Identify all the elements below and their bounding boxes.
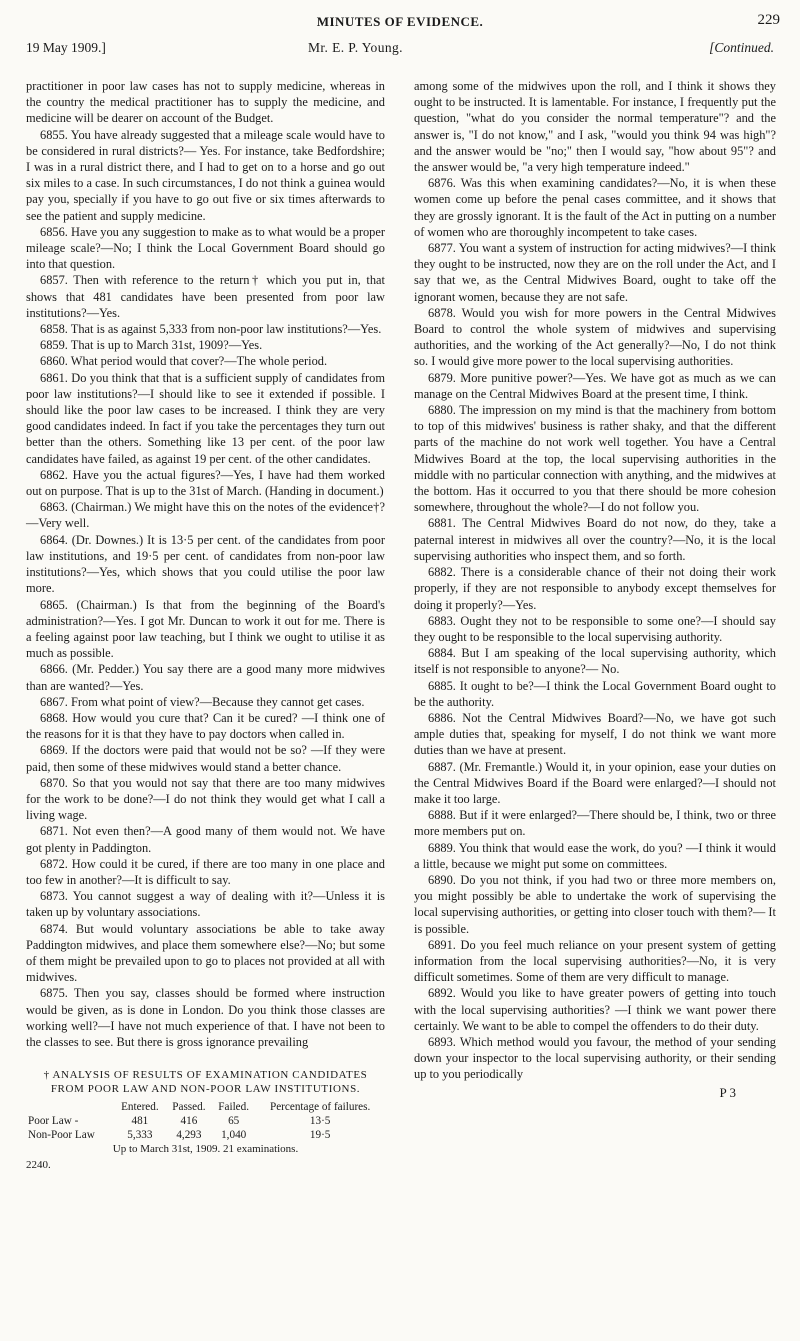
paragraph: 6869. If the doctors were paid that would not be so? —If they were paid, then some of these midwives would stand a better chance. — [26, 743, 385, 774]
paragraph: among some of the midwives upon the roll, and I think it shows they ought to be instructed. It is lamentable. For instance, I frequently put the question, "what do you consider the normal temperature"? and the answer is, "I do not know," and I ask, "would you think 94 was high"? and the answer would be "no;" then I would say, "how about 95"? and the answer would be, "a very high temperature indeed." — [414, 79, 776, 175]
table-cell: 5,333 — [127, 1129, 153, 1142]
signature-mark: P 3 — [719, 1084, 736, 1100]
paragraph: 6890. Do you not think, if you had two or three more members on, you might possibly be able to undertake the work of supervising the local supervising authorities, or getting into closer touch with them?— It is possible. — [414, 872, 776, 936]
table-cell: Poor Law - — [28, 1115, 79, 1128]
footnote-note: Up to March 31st, 1909. 21 examinations. — [112, 1143, 299, 1156]
table-header — [26, 1100, 114, 1114]
table-header: Failed. — [218, 1101, 250, 1114]
paragraph: 6855. You have already suggested that a mileage scale would have to be considered in rural districts?— Yes. For instance, take Bedfordshire; I was in a rural district there, and I had to get on to a horse and go out six miles to a case. In such circumstances, I do not think a guinea would pay you, specially if you have to go out five or six times afterwards to see the patient and supply medicine. — [26, 127, 385, 223]
table-cell: 13·5 — [309, 1115, 331, 1128]
page-number: 229 — [757, 12, 780, 28]
paragraph: 6874. But would voluntary associations be able to take away Paddington midwives, and place them somewhere else?—No; but some of them might be prevailed upon to go to places not provided at all with midwives. — [26, 921, 385, 985]
paragraph: 6893. Which method would you favour, the method of your sending down your inspector to the local supervising authority, or their sending up to you periodically — [414, 1034, 776, 1082]
continued-label: [Continued. — [709, 40, 774, 55]
paragraph: 6871. Not even then?—A good many of them would not. We have got plenty in Paddington. — [26, 824, 385, 855]
paragraph: 6864. (Dr. Downes.) It is 13·5 per cent. of the candidates from poor law institutions, and 19·5 per cent. of candidates from non-poor law institutions?—Yes, which shows that you could utilise the poor law more. — [26, 532, 385, 596]
paragraph: 6862. Have you the actual figures?—Yes, I have had them worked out on purpose. That is up to the 31st of March. (Handing in document.) — [26, 467, 385, 499]
table-row — [26, 1114, 385, 1128]
paragraph: 6882. There is a considerable chance of their not doing their work properly, if they are not responsible to anybody except themselves for doing it properly?—Yes. — [414, 565, 776, 612]
paragraph: 6867. From what point of view?—Because they cannot get cases. — [40, 694, 365, 709]
paragraph: 6891. Do you feel much reliance on your present system of getting information from the local supervising authorities?—No, it is very difficult sometimes. Some of them are very difficult to manage. — [414, 937, 776, 985]
left-column — [26, 78, 385, 1172]
table-header: Entered. — [121, 1101, 159, 1114]
witness-name: Mr. E. P. Young. — [308, 40, 403, 55]
paragraph: 6884. But I am speaking of the local supervising authority, which itself is not responsible to anyone?— No. — [414, 646, 776, 677]
paragraph: 6856. Have you any suggestion to make as to what would be a proper mileage scale?—No; I think the Local Government Board should go into that question. — [26, 224, 385, 272]
paragraph: 6889. You think that would ease the work, do you? —I think it would a little, because we might put some on committees. — [414, 840, 776, 871]
paragraph: 6859. That is up to March 31st, 1909?—Yes. — [40, 338, 263, 353]
footnote-analysis — [26, 1068, 385, 1172]
table-cell: 19·5 — [309, 1129, 331, 1142]
paragraph: 6861. Do you think that that is a sufficient supply of candidates from poor law institutions?—I should like to see it extended if possible. I should like the poor law cases to be increased. I think they are very good candidates indeed. In fact if you take the percentages they turn out better than the others. Something like 13 per cent. of the poor law candidates have failed, as against 19 per cent. of the other candidates. — [26, 370, 385, 466]
results-table — [26, 1100, 385, 1142]
paragraph: 6858. That is as against 5,333 from non-poor law institutions?—Yes. — [40, 322, 382, 337]
paragraph: 6880. The impression on my mind is that the machinery from bottom to top of this midwives' business is rather shaky, and that the different parts of the machine do not work well together. You have a Central Midwives Board at the top, the local supervising authorities in the middle with no particular connection with anything, and the midwives at the bottom. Has it occurred to you that there should be more cohesion somewhere, throughout the whole?—I do not follow you. — [414, 403, 776, 515]
paragraph: 6881. The Central Midwives Board do not now, do they, take a paternal interest in midwives all over the country?—No, it is the local supervising authorities who inspect them, and so forth. — [414, 516, 776, 563]
paragraph: 6879. More punitive power?—Yes. We have got as much as we can manage on the Central Midwives Board at the present time, I think. — [414, 370, 776, 401]
paragraph: 6892. Would you like to have greater powers of getting into touch with the local supervising authorities? —I think we want power there certainly. We want to be able to compel the offenders to do their duty. — [414, 986, 776, 1033]
paragraph: 6873. You cannot suggest a way of dealing with it?—Unless it is taken up by voluntary associations. — [26, 889, 385, 920]
right-column — [414, 78, 776, 1101]
table-cell: 65 — [228, 1115, 240, 1128]
paragraph: 6877. You want a system of instruction for acting midwives?—I think they ought to be instructed, now they are on the roll under the Act, and I say that we, as the Central Midwives Board, ought to take off the ignorant women, because they are not safe. — [414, 241, 776, 304]
table-cell: 416 — [180, 1115, 198, 1128]
paragraph: 6857. Then with reference to the return† which you put in, that shows that 481 candidates have been presented from poor law institutions?—Yes. — [26, 273, 385, 320]
table-header-row — [26, 1100, 385, 1114]
paragraph: 6875. Then you say, classes should be formed where instruction would be given, as is done in London. Do you think those classes are working well?—I have not much experience of that. I have not been to the classes to see. But there is gross ignorance prevailing — [26, 986, 385, 1049]
paragraph: 6860. What period would that cover?—The whole period. — [40, 354, 328, 369]
table-cell: 1,040 — [221, 1129, 247, 1142]
paragraph: 6886. Not the Central Midwives Board?—No, we have got such ample duties that, speaking for myself, I do not think we want more duties than we have at present. — [414, 710, 776, 758]
running-title: MINUTES OF EVIDENCE. — [316, 14, 484, 29]
running-head — [30, 12, 780, 40]
table-cell: 481 — [131, 1115, 149, 1128]
paragraph: 6888. But if it were enlarged?—There should be, I think, two or three more members put on. — [414, 808, 776, 839]
paragraph: 6866. (Mr. Pedder.) You say there are a good many more midwives than are wanted?—Yes. — [26, 662, 385, 693]
paragraph: 6883. Ought they not to be responsible to some one?—I should say they ought to be responsible to the local supervising authority. — [414, 613, 776, 644]
footnote-title: † ANALYSIS OF RESULTS OF EXAMINATION CANDIDATES FROM POOR LAW AND NON-POOR LAW INSTITUTIONS. — [43, 1069, 368, 1096]
paragraph: 6878. Would you wish for more powers in the Central Midwives Board to control the whole system of midwives and supervising authorities, and the working of the Act generally?—No, I do not think so. I would give more power to the local supervising authorities. — [414, 305, 776, 369]
table-row — [26, 1128, 385, 1142]
table-header: Passed. — [172, 1101, 206, 1114]
paragraph: 6876. Was this when examining candidates?—No, it is when these women come up before the penal cases committee, and it shows that they are grossly ignorant. It is the fault of the Act in putting on a number of women who are thoroughly incompetent to take cases. — [414, 176, 776, 239]
paragraph: 6865. (Chairman.) Is that from the beginning of the Board's administration?—Yes. I got Mr. Duncan to work it out for me. There is a feeling against poor law teaching, but I think we ought to utilise it as much as possible. — [26, 597, 385, 661]
paragraph: 6872. How could it be cured, if there are too many in one place and too few in another?—It is difficult to say. — [26, 856, 385, 887]
paragraph: 6885. It ought to be?—I think the Local Government Board ought to be the authority. — [414, 678, 776, 709]
paragraph: 6870. So that you would not say that there are too many midwives for the work to be done?—I do not think they would get what I call a living wage. — [26, 775, 385, 823]
paragraph: 6863. (Chairman.) We might have this on the notes of the evidence†?—Very well. — [26, 500, 385, 531]
hearing-date: 19 May 1909.] — [26, 40, 106, 55]
paragraph: 6887. (Mr. Fremantle.) Would it, in your opinion, ease your duties on the Central Midwives Board if the Board were enlarged?—I should not make it too large. — [414, 759, 776, 806]
section-header — [26, 40, 774, 60]
print-code: 2240. — [26, 1159, 51, 1172]
table-cell: 4,293 — [176, 1129, 202, 1142]
table-header: Percentage of failures. — [269, 1101, 371, 1114]
paragraph: practitioner in poor law cases has not to supply medicine, whereas in the country the medical practitioner has to supply the medicine, and medicine will be dearer on account of the Budget. — [26, 79, 385, 126]
paragraph: 6868. How would you cure that? Can it be cured? —I think one of the reasons for it is that they have to pay doctors when called in. — [26, 710, 385, 742]
table-cell: Non-Poor Law — [28, 1129, 95, 1142]
